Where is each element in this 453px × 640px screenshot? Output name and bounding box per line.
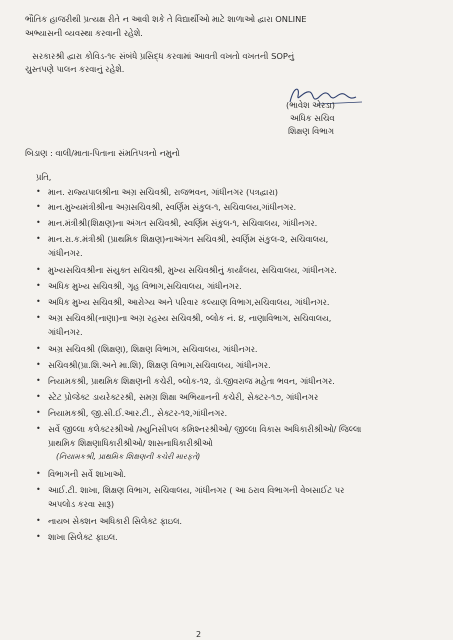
list-bullet: • xyxy=(36,187,41,196)
recipient-item: સ્ટેટ પ્રોજેક્ટ ડાયરેક્ટરશ્રી, સમગ્ર શિક્ષા અભિયાનની કચેરી, સેક્ટર-૧૭, ગાંધીનગર xyxy=(48,392,319,402)
list-bullet: • xyxy=(36,281,41,290)
list-bullet: • xyxy=(36,485,41,494)
recipient-item: માન.મુખ્યમંત્રીશ્રીના અગ્રસચિવશ્રી, સ્વર્ણિમ સંકુલ-૧, સચિવાલય,ગાંધીનગર. xyxy=(48,202,297,212)
recipient-item: માન. રાજ્યપાલશ્રીના અગ્ર સચિવશ્રી, રાજભવન, ગાંધીનગર (પત્રદ્વારા) xyxy=(48,187,279,197)
page-number: 2 xyxy=(196,630,202,639)
recipient-item-note: (નિયામકશ્રી, પ્રાથમિક શિક્ષણની કચેરી મારફતે) xyxy=(56,452,201,461)
recipient-item-continued: પ્રાથમિક શિક્ષણાધિકારીશ્રીઓ/ શાસનાધિકારીશ્રીઓ xyxy=(48,438,213,448)
recipient-item-continued: ગાંધીનગર. xyxy=(48,327,83,337)
recipients-heading: પ્રતિ, xyxy=(36,172,52,182)
intro-line-4: ચુસ્તપણે પાલન કરવાનું રહેશે. xyxy=(25,64,125,74)
list-bullet: • xyxy=(36,469,41,478)
list-bullet: • xyxy=(36,234,41,243)
intro-line-2: અભ્યાસની વ્યવસ્થા કરવાની રહેશે. xyxy=(25,28,143,38)
recipient-item: વિભાગની સર્વે શાખાઓ. xyxy=(48,469,126,479)
list-bullet: • xyxy=(36,516,41,525)
recipient-item: અધિક મુખ્ય સચિવશ્રી, ગૃહ વિભાગ,સચિવાલય, ગાંધીનગર. xyxy=(48,281,242,291)
recipient-item: આઈ.ટી. શાખા, શિક્ષણ વિભાગ, સચિવાલય, ગાંધીનગર ( આ ઠરાવ વિભાગની વેબસાઈટ પર xyxy=(48,485,345,495)
recipient-item: નિયામકશ્રી, પ્રાથમિક શિક્ષણની કચેરી, બ્લોક-૧૨, ડૉ.જીવરાજ મહેતા ભવન, ગાંધીનગર. xyxy=(48,376,335,386)
recipient-item: મુખ્યસચિવશ્રીના સંયુક્ત સચિવશ્રી, મુખ્ય સચિવશ્રીનું કાર્યાલય, સચિવાલય, ગાંધીનગર. xyxy=(48,265,337,275)
signatory-title: અધિક સચિવ xyxy=(290,113,335,123)
list-bullet: • xyxy=(36,376,41,385)
list-bullet: • xyxy=(36,532,41,541)
list-bullet: • xyxy=(36,297,41,306)
recipient-item-continued: ગાંધીનગર. xyxy=(48,248,83,258)
list-bullet: • xyxy=(36,202,41,211)
list-bullet: • xyxy=(36,313,41,322)
list-bullet: • xyxy=(36,392,41,401)
recipient-item: નાયબ સેક્શન અધિકારી સિલેક્ટ ફાઇલ. xyxy=(48,516,183,526)
list-bullet: • xyxy=(36,218,41,227)
enclosure-note: બિડાણ : વાલી/માતા-પિતાના સંમતિપત્રનો નમુનો xyxy=(25,148,180,158)
list-bullet: • xyxy=(36,265,41,274)
list-bullet: • xyxy=(36,360,41,369)
list-bullet: • xyxy=(36,344,41,353)
intro-line-1: ભૌતિક હાજરીથી પ્રત્યક્ષ રીતે ન આવી શકે તે વિદ્યાર્થીઓ માટે શાળાઓ દ્વારા ONLINE xyxy=(25,14,307,24)
recipient-item: નિયામકશ્રી, જી.સી.ઈ.આર.ટી., સેક્ટર-૧૨,ગાંધીનગર. xyxy=(48,408,228,418)
recipient-item: માન.રા.ક.મંત્રીશ્રી (પ્રાથમિક શિક્ષણ)નાઅંગત સચિવશ્રી, સ્વર્ણિમ સંકુલ-૨, સચિવાલય, xyxy=(48,234,329,244)
intro-line-3: સરકારશ્રી દ્વારા કોવિડ-૧૯ સંબંધે પ્રસિદ્ધ કરવામાં આવતી વખતો વખતની SOPનું xyxy=(32,51,295,61)
recipient-item: શાખા સિલેક્ટ ફાઇલ. xyxy=(48,532,118,542)
recipient-item-continued: અપલોડ કરવા સારૂ) xyxy=(48,499,115,509)
recipient-item: અધિક મુખ્ય સચિવશ્રી, આરોગ્ય અને પરિવાર કલ્યાણ વિભાગ,સચિવાલય, ગાંધીનગર. xyxy=(48,297,330,307)
recipient-item: અગ્ર સચિવશ્રી (શિક્ષણ), શિક્ષણ વિભાગ, સચિવાલય, ગાંધીનગર. xyxy=(48,344,258,354)
list-bullet: • xyxy=(36,408,41,417)
signatory-name: (ભાવેશ એરડા) xyxy=(286,100,335,110)
recipient-item: માન.મંત્રીશ્રી(શિક્ષણ)ના અંગત સચિવશ્રી, સ્વર્ણિમ સંકુલ-૧, સચિવાલય, ગાંધીનગર. xyxy=(48,218,318,228)
signatory-department: શિક્ષણ વિભાગ xyxy=(288,126,334,136)
recipient-item: સર્વે જીલ્લા કલેક્ટરશ્રીઓ /મ્યુનિસીપલ કમિશ્નરશ્રીઓ/ જીલ્લા વિકાસ અધિકારીશ્રીઓ/ જિલ્લા xyxy=(48,424,362,434)
list-bullet: • xyxy=(36,424,41,433)
recipient-item: અગ્ર સચિવશ્રી(નાણા)ના અગ્ર રહસ્ય સચિવશ્રી, બ્લોક નં. ૪, નાણાવિભાગ, સચિવાલય, xyxy=(48,313,332,323)
recipient-item: સચિવશ્રી(પ્રા.શિ.અને મા.શિ), શિક્ષણ વિભાગ,સચિવાલય, ગાંધીનગર. xyxy=(48,360,271,370)
